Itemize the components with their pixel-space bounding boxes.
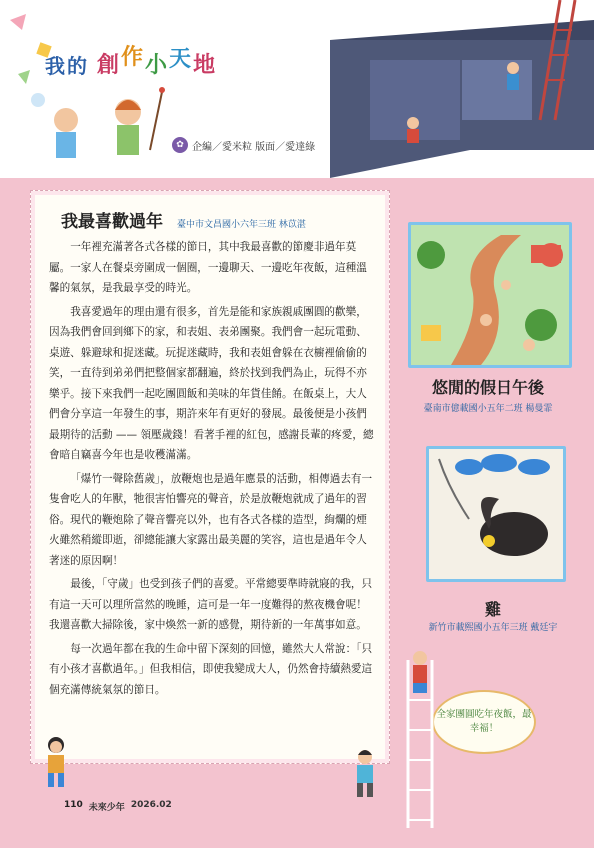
article-paragraph: 每一次過年都在我的生命中留下深刻的回憶，雖然大人常說：「只有小孩才喜歡過年。」但我相信，即使我變成大人，仍然會持續熱愛這個充滿傳統氣氛的節日。 bbox=[49, 642, 373, 696]
ladder-illustration bbox=[398, 650, 448, 830]
article-author: 臺中市文昌國小六年三班 林苡湛 bbox=[177, 220, 306, 230]
artwork-author: 新竹市載熙國小五年三班 戴廷宇 bbox=[428, 623, 558, 633]
credits-line bbox=[172, 137, 315, 153]
artwork-title: 雞 bbox=[484, 600, 501, 619]
artwork-author: 臺南市億載國小五年二班 楊曼霏 bbox=[423, 404, 553, 414]
article-paragraph: 我喜愛過年的理由還有很多，首先是能和家族親戚團圓的歡樂，因為我們會回到鄉下的家，和表姐、表弟團聚。我們會一起玩電動、桌遊、躲避球和捉迷藏。玩捉迷藏時，我和表姐會躲在衣櫥裡偷偷的笑，一直待到弟弟們把整個家都翻遍，終於找到我們為止，玩得不亦樂乎。接下來我們一起吃團圓飯和美味的年貨佳餚。在飯桌上，大人們會分享這一年發生的事，期許來年有更好的發展。最後便是小孩們最期待的活動 —— 領壓歲錢！看著手裡的紅包，感謝長輩的疼愛，總會暗自竊喜今年也是收穫滿滿。 bbox=[49, 305, 374, 461]
title-char: 地 bbox=[193, 53, 216, 78]
title-char: 創 bbox=[97, 53, 120, 78]
child-illustration-right bbox=[345, 745, 385, 805]
title-char: 小 bbox=[145, 53, 168, 78]
article-paragraph: 「爆竹一聲除舊歲」，放鞭炮也是過年應景的活動，相傳過去有一隻會吃人的年獸，牠很害怕響亮的聲音，於是放鞭炮就成了過年的習俗。現代的鞭炮除了聲音響亮以外，也有各式各樣的造型，絢爛的煙火雖然稍縱即逝，卻總能讓大家露出最美麗的笑容，這也是過年令人著迷的原因啊！ bbox=[49, 472, 373, 567]
article-body bbox=[49, 237, 375, 703]
issue-date: 2026.02 bbox=[130, 800, 172, 810]
title-char: 天 bbox=[169, 47, 192, 72]
article-header bbox=[61, 207, 306, 232]
article-paragraph: 最後，「守歲」也受到孩子們的喜愛。平常總要準時就寢的我，只有這一天可以理所當然的晚睡，這可是一年一度難得的熬夜機會呢！我還喜歡大掃除後，家中煥然一新的感覺，期待新的一年萬事如意。 bbox=[49, 578, 373, 631]
magazine-name: 未來少年 bbox=[88, 803, 125, 813]
artwork-frame-chicken bbox=[426, 446, 566, 582]
palette-icon: ✿ bbox=[172, 137, 188, 153]
section-title bbox=[45, 45, 216, 79]
artwork-frame-park bbox=[408, 222, 572, 368]
page-footer bbox=[64, 800, 172, 813]
article-paragraph: 一年裡充滿著各式各樣的節日，其中我最喜歡的節慶非過年莫屬。一家人在餐桌旁圍成一個圈，一邊聊天、一邊吃年夜飯，這種溫馨的氣氛，是我最享受的時光。 bbox=[49, 241, 367, 294]
speech-bubble: 全家團圓吃年夜飯，最幸福！ bbox=[432, 690, 536, 754]
page-number: 110 bbox=[64, 800, 83, 810]
title-char: 作 bbox=[121, 45, 144, 70]
artwork-title: 悠閒的假日午後 bbox=[431, 378, 544, 397]
child-illustration-left bbox=[36, 735, 76, 795]
park-drawing bbox=[411, 225, 569, 365]
credits-text: 企編／愛米粒 版面／愛達綠 bbox=[192, 141, 316, 153]
article-title: 我最喜歡過年 bbox=[61, 212, 163, 232]
page-header-area bbox=[0, 0, 594, 178]
chicken-drawing bbox=[429, 449, 563, 579]
article-panel bbox=[30, 190, 390, 764]
title-char: 我 bbox=[45, 54, 65, 78]
title-char: 的 bbox=[67, 54, 87, 78]
